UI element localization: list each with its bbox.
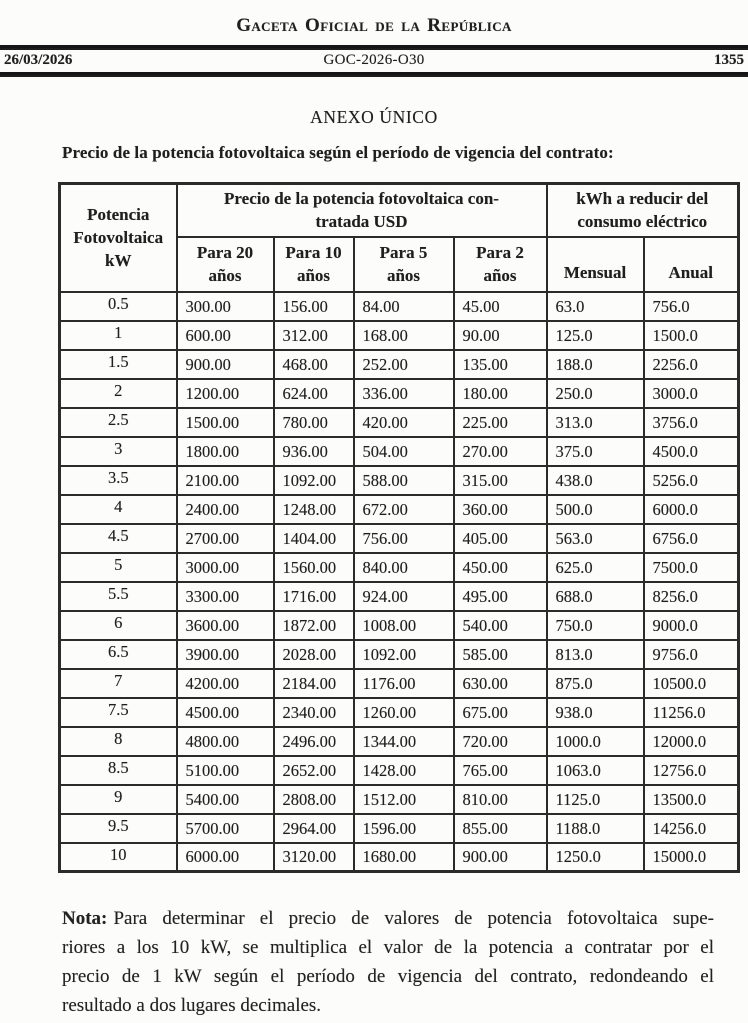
value-cell: 2100.00 [177,466,274,495]
value-cell: 540.00 [454,611,547,640]
sub-header-line: años [386,266,421,285]
value-cell: 6000.00 [177,843,274,872]
value-cell: 168.00 [354,321,454,350]
value-cell: 3300.00 [177,582,274,611]
value-cell: 450.00 [454,553,547,582]
power-kw-cell: 6 [60,611,177,640]
table-row [60,466,739,495]
value-cell: 5400.00 [177,785,274,814]
value-cell: 1250.0 [547,843,644,872]
value-cell: 12000.0 [644,727,739,756]
value-cell: 125.0 [547,321,644,350]
table-row [60,350,739,379]
value-cell: 840.00 [354,553,454,582]
annex-title: ANEXO ÚNICO [310,107,438,127]
table-body [60,292,739,872]
power-kw-cell: 9.5 [60,814,177,843]
power-kw-cell: 5.5 [60,582,177,611]
value-cell: 6756.0 [644,524,739,553]
value-cell: 2400.00 [177,495,274,524]
value-cell: 45.00 [454,292,547,321]
value-cell: 1800.00 [177,437,274,466]
value-cell: 936.00 [274,437,354,466]
sub-header-line: años [483,266,517,285]
value-cell: 1500.0 [644,321,739,350]
value-cell: 5700.00 [177,814,274,843]
value-cell: 1560.00 [274,553,354,582]
value-cell: 15000.0 [644,843,739,872]
sub-header-line: años [296,266,331,285]
note-line [62,904,714,933]
value-cell: 315.00 [454,466,547,495]
value-cell: 4800.00 [177,727,274,756]
power-kw-cell: 0.5 [60,292,177,321]
value-cell: 405.00 [454,524,547,553]
value-cell: 900.00 [454,843,547,872]
table-row [60,611,739,640]
sub-header-line: Para 20 [196,243,254,262]
power-kw-cell: 7 [60,669,177,698]
value-cell: 688.0 [547,582,644,611]
table-row [60,495,739,524]
value-cell: 756.00 [354,524,454,553]
power-kw-cell: 1 [60,321,177,350]
value-cell: 250.0 [547,379,644,408]
value-cell: 10500.0 [644,669,739,698]
value-cell: 500.0 [547,495,644,524]
column-header-line: Fotovoltaica [73,228,164,248]
note [62,904,714,1020]
value-cell: 360.00 [454,495,547,524]
value-cell: 270.00 [454,437,547,466]
value-cell: 672.00 [354,495,454,524]
group-header-line: Precio de la potencia fotovoltaica con- [224,189,499,209]
value-cell: 135.00 [454,350,547,379]
value-cell: 336.00 [354,379,454,408]
group-header-line: consumo eléctrico [577,212,708,232]
value-cell: 624.00 [274,379,354,408]
value-cell: 1008.00 [354,611,454,640]
power-kw-cell: 7.5 [60,698,177,727]
value-cell: 252.00 [354,350,454,379]
table-row [60,698,739,727]
value-cell: 11256.0 [644,698,739,727]
table-row [60,843,739,872]
value-cell: 2340.00 [274,698,354,727]
document-code: GOC-2026-O30 [323,52,425,68]
power-kw-cell: 8.5 [60,756,177,785]
value-cell: 4200.00 [177,669,274,698]
table-row [60,524,739,553]
value-cell: 5100.00 [177,756,274,785]
value-cell: 13500.0 [644,785,739,814]
value-cell: 2184.00 [274,669,354,698]
power-kw-cell: 5 [60,553,177,582]
value-cell: 6000.0 [644,495,739,524]
value-cell: 375.0 [547,437,644,466]
value-cell: 9000.0 [644,611,739,640]
power-kw-cell: 4.5 [60,524,177,553]
value-cell: 756.0 [644,292,739,321]
value-cell: 588.00 [354,466,454,495]
value-cell: 84.00 [354,292,454,321]
power-kw-cell: 6.5 [60,640,177,669]
column-header-anual: Anual [644,237,739,292]
value-cell: 2964.00 [274,814,354,843]
value-cell: 1092.00 [274,466,354,495]
table-row [60,379,739,408]
value-cell: 1063.0 [547,756,644,785]
header-info-row [0,50,748,71]
value-cell: 4500.0 [644,437,739,466]
value-cell: 765.00 [454,756,547,785]
value-cell: 7500.0 [644,553,739,582]
table-row [60,756,739,785]
value-cell: 1344.00 [354,727,454,756]
value-cell: 563.0 [547,524,644,553]
column-header-para-10-anos [274,237,354,292]
value-cell: 3000.00 [177,553,274,582]
note-line: riores a los 10 kW, se multiplica el valor de la potencia a contratar por el [62,937,714,958]
column-header-line: Potencia [87,205,150,225]
value-cell: 438.0 [547,466,644,495]
value-cell: 855.00 [454,814,547,843]
value-cell: 813.0 [547,640,644,669]
value-cell: 312.00 [274,321,354,350]
value-cell: 14256.0 [644,814,739,843]
table-row [60,408,739,437]
value-cell: 1176.00 [354,669,454,698]
column-header-para-2-anos [454,237,547,292]
page-number: 1355 [714,52,744,68]
value-cell: 2652.00 [274,756,354,785]
value-cell: 90.00 [454,321,547,350]
value-cell: 1680.00 [354,843,454,872]
value-cell: 3600.00 [177,611,274,640]
value-cell: 600.00 [177,321,274,350]
photovoltaic-price-table [58,182,740,873]
value-cell: 1596.00 [354,814,454,843]
sub-header-line: años [208,266,242,285]
value-cell: 180.00 [454,379,547,408]
issue-date: 26/03/2026 [4,52,73,68]
column-header-para-5-anos [354,237,454,292]
power-kw-cell: 2 [60,379,177,408]
table-row [60,727,739,756]
table-row [60,669,739,698]
value-cell: 1872.00 [274,611,354,640]
value-cell: 1092.00 [354,640,454,669]
value-cell: 1404.00 [274,524,354,553]
value-cell: 3120.00 [274,843,354,872]
table-header [60,184,739,292]
table-row [60,553,739,582]
masthead-title: Gaceta Oficial de la República [236,15,512,36]
value-cell: 5256.0 [644,466,739,495]
power-kw-cell: 1.5 [60,350,177,379]
header-divider-bottom [0,72,748,77]
group-header-line: tratada USD [315,212,408,232]
power-kw-cell: 3 [60,437,177,466]
value-cell: 156.00 [274,292,354,321]
note-text: Para determinar el precio de valores de potencia fotovoltaica supe- [113,908,714,929]
table-row [60,814,739,843]
power-kw-cell: 2.5 [60,408,177,437]
value-cell: 63.0 [547,292,644,321]
column-header-line: kW [105,251,132,271]
value-cell: 630.00 [454,669,547,698]
value-cell: 313.0 [547,408,644,437]
value-cell: 468.00 [274,350,354,379]
value-cell: 1200.00 [177,379,274,408]
note-label: Nota: [62,908,108,929]
power-kw-cell: 8 [60,727,177,756]
value-cell: 1125.0 [547,785,644,814]
value-cell: 3900.00 [177,640,274,669]
value-cell: 300.00 [177,292,274,321]
value-cell: 750.0 [547,611,644,640]
value-cell: 1500.00 [177,408,274,437]
table-row [60,292,739,321]
value-cell: 1512.00 [354,785,454,814]
value-cell: 420.00 [354,408,454,437]
value-cell: 2808.00 [274,785,354,814]
value-cell: 188.0 [547,350,644,379]
group-header-kwh-reducir [547,184,739,237]
power-kw-cell: 3.5 [60,466,177,495]
value-cell: 225.00 [454,408,547,437]
value-cell: 4500.00 [177,698,274,727]
table-row [60,640,739,669]
value-cell: 585.00 [454,640,547,669]
group-header-row [60,184,739,237]
sub-header-line: Para 2 [476,243,524,262]
value-cell: 8256.0 [644,582,739,611]
column-header-potencia [60,184,177,292]
value-cell: 2700.00 [177,524,274,553]
table-row [60,582,739,611]
value-cell: 780.00 [274,408,354,437]
group-header-line: kWh a reducir del [576,189,709,209]
power-kw-cell: 9 [60,785,177,814]
value-cell: 924.00 [354,582,454,611]
value-cell: 3000.0 [644,379,739,408]
column-header-mensual: Mensual [547,237,644,292]
power-kw-cell: 10 [60,843,177,872]
value-cell: 900.00 [177,350,274,379]
sub-header-line: Para 5 [379,243,428,262]
value-cell: 1248.00 [274,495,354,524]
value-cell: 875.0 [547,669,644,698]
table-row [60,321,739,350]
column-header-para-20-anos [177,237,274,292]
note-line: precio de 1 kW según el período de vigencia del contrato, redondeando el [62,966,714,987]
value-cell: 2256.0 [644,350,739,379]
value-cell: 495.00 [454,582,547,611]
value-cell: 1000.0 [547,727,644,756]
value-cell: 625.0 [547,553,644,582]
value-cell: 3756.0 [644,408,739,437]
value-cell: 12756.0 [644,756,739,785]
value-cell: 1260.00 [354,698,454,727]
power-kw-cell: 4 [60,495,177,524]
table-row [60,785,739,814]
value-cell: 810.00 [454,785,547,814]
value-cell: 9756.0 [644,640,739,669]
value-cell: 504.00 [354,437,454,466]
table-row [60,437,739,466]
note-line: resultado a dos lugares decimales. [62,995,322,1016]
value-cell: 2496.00 [274,727,354,756]
sub-header-line: Para 10 [285,243,342,262]
value-cell: 720.00 [454,727,547,756]
table-caption: Precio de la potencia fotovoltaica según el período de vigencia del contrato: [62,143,614,162]
value-cell: 938.0 [547,698,644,727]
value-cell: 1428.00 [354,756,454,785]
group-header-precio-usd [177,184,547,237]
value-cell: 1188.0 [547,814,644,843]
value-cell: 2028.00 [274,640,354,669]
value-cell: 1716.00 [274,582,354,611]
value-cell: 675.00 [454,698,547,727]
